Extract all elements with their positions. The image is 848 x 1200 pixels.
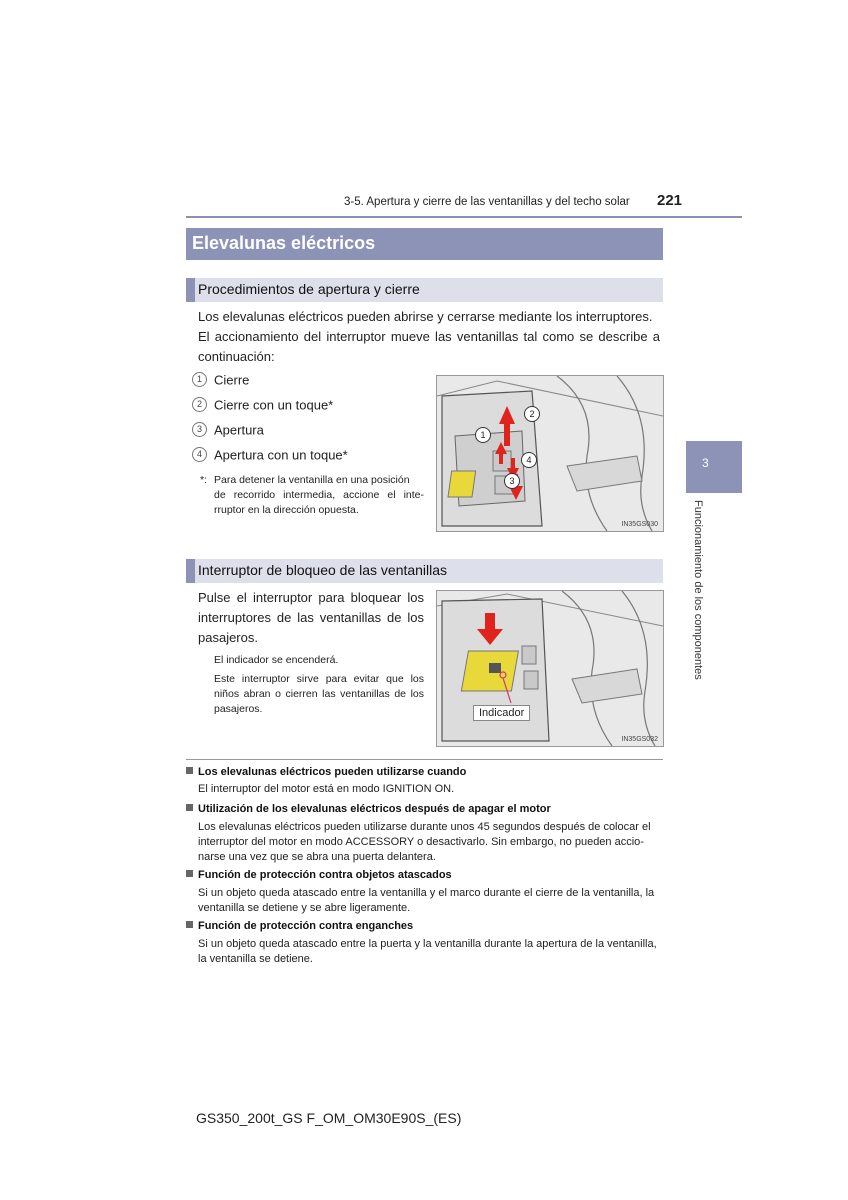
callout-4: 4: [521, 452, 537, 468]
main-title-bar: [186, 228, 663, 260]
footnote: [214, 473, 424, 518]
item-label: Cierre: [214, 372, 250, 388]
note-line: Si un objeto queda atascado entre la puerta y la ventanilla durante la apertura de la ventanilla,: [198, 938, 657, 950]
main-title: Elevalunas eléctricos: [192, 233, 376, 253]
note-line: la ventanilla se detiene.: [198, 953, 313, 965]
note-title: Función de protección contra objetos atascados: [186, 869, 452, 881]
note-line: El interruptor del motor está en modo IGNITION ON.: [198, 783, 455, 795]
note-body: [198, 782, 660, 797]
section1-title: Procedimientos de apertura y cierre: [198, 281, 420, 297]
item-number: 2: [192, 397, 207, 412]
note-line: Este interruptor sirve para evitar que los: [214, 673, 424, 685]
section2-title: Interruptor de bloqueo de las ventanillas: [198, 562, 448, 578]
indicator-label: Indicador: [473, 705, 530, 721]
intro-line: El accionamiento del interruptor mueve las ventanillas tal como se describe a: [198, 329, 660, 344]
note-line: niños abran o cierren las ventanillas de los: [214, 688, 424, 700]
list-item: [192, 396, 333, 416]
item-label: Apertura con un toque*: [214, 447, 348, 463]
intro-line: continuación:: [198, 349, 275, 364]
section1-title-bar: [186, 278, 663, 302]
note-title: Los elevalunas eléctricos pueden utilizarse cuando: [186, 766, 466, 778]
chapter-tab: [686, 441, 742, 493]
running-header: 3-5. Apertura y cierre de las ventanillas y del techo solar: [344, 196, 630, 208]
note-line: interruptor del motor en modo ACCESSORY o desactivarlo. Sin embargo, no pueden accio-: [198, 836, 644, 848]
chapter-number: 3: [702, 456, 709, 470]
page-number: 221: [657, 192, 683, 209]
list-item: [192, 446, 348, 466]
list-item: [192, 371, 249, 391]
section2-note2: [214, 672, 424, 717]
note-line: Los elevalunas eléctricos pueden utilizarse durante unos 45 segundos después de colocar el: [198, 821, 651, 833]
callout-3: 3: [504, 473, 520, 489]
window-switch-figure: [436, 375, 664, 532]
text-line: Pulse el interruptor para bloquear los: [198, 590, 424, 605]
footnote-mark: *:: [200, 474, 208, 486]
footnote-line: rruptor en la dirección opuesta.: [214, 504, 359, 516]
callout-1: 1: [475, 427, 491, 443]
door-panel-illustration: [437, 376, 663, 531]
section1-intro: [198, 307, 660, 367]
note-line: ventanilla se detiene y se abre ligeramente.: [198, 902, 411, 914]
item-number: 3: [192, 422, 207, 437]
note-title: Utilización de los elevalunas eléctricos después de apagar el motor: [186, 803, 551, 815]
footer-code: GS350_200t_GS F_OM_OM30E90S_(ES): [196, 1110, 462, 1126]
item-label: Apertura: [214, 422, 264, 438]
chapter-side-label-text: Funcionamiento de los componentes: [692, 500, 704, 680]
item-number: 1: [192, 372, 207, 387]
lock-switch-illustration: [437, 591, 663, 746]
window-lock-figure: [436, 590, 664, 747]
footnote-line: de recorrido intermedia, accione el inte-: [214, 489, 424, 501]
notes-rule: [186, 759, 663, 760]
item-label: Cierre con un toque*: [214, 397, 334, 413]
text-line: interruptores de las ventanillas de los: [198, 610, 424, 625]
note-line: pasajeros.: [214, 703, 263, 715]
note-body: [198, 937, 660, 967]
note-title: Función de protección contra enganches: [186, 920, 413, 932]
section2-title-bar: [186, 559, 663, 583]
chapter-side-label: [692, 500, 714, 690]
section2-note1: El indicador se encenderá.: [214, 654, 339, 666]
list-item: [192, 421, 264, 441]
figure-code: IN35GS030: [621, 521, 658, 528]
note-body: [198, 820, 660, 865]
intro-line: Los elevalunas eléctricos pueden abrirse y cerrarse mediante los interruptores.: [198, 309, 653, 324]
section2-text: [198, 588, 424, 648]
note-line: narse una vez que se abra una puerta delantera.: [198, 851, 436, 863]
footnote-line: Para detener la ventanilla en una posición: [214, 474, 410, 486]
note-body: [198, 886, 660, 916]
header-rule: [186, 216, 742, 218]
figure-code: IN35GS032: [621, 736, 658, 743]
text-line: pasajeros.: [198, 630, 258, 645]
note-line: Si un objeto queda atascado entre la ventanilla y el marco durante el cierre de la ventanilla, la: [198, 887, 655, 899]
callout-2: 2: [524, 406, 540, 422]
item-number: 4: [192, 447, 207, 462]
